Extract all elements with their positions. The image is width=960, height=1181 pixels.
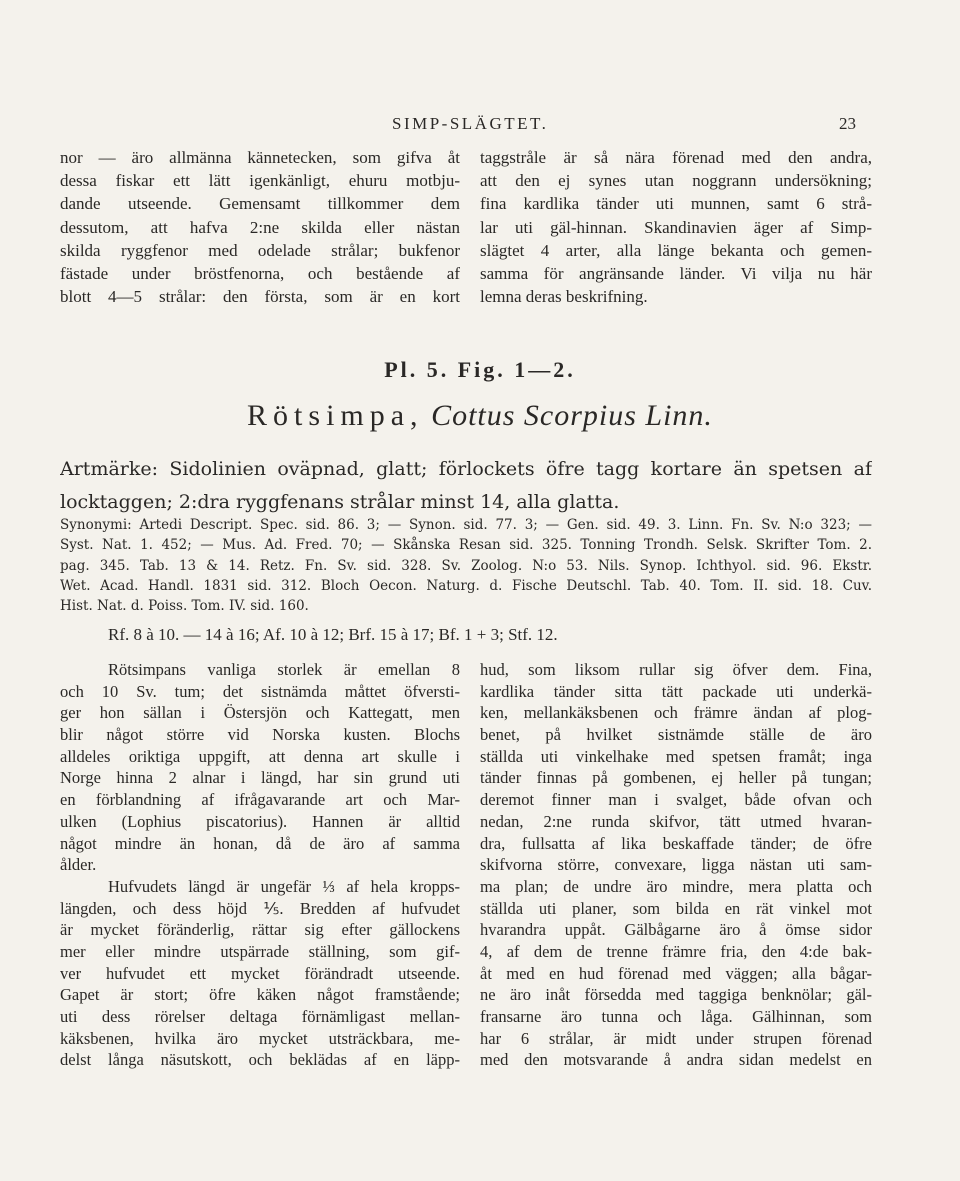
- text-line: Rötsimpans vanliga storlek är emellan 8: [108, 660, 460, 679]
- text-line: nor — äro allmänna kännetecken, som gifva åt: [60, 148, 460, 167]
- text-line: fransarne äro tunna och låga. Gälhinnan, som: [480, 1007, 872, 1026]
- text-line: mer eller mindre utspärrade ställning, som gif-: [60, 941, 460, 961]
- text-line: skifvorna större, convexare, ligga nästan uti sam-: [480, 855, 872, 875]
- fin-ray-formula: Rf. 8 à 10. — 14 à 16; Af. 10 à 12; Brf. 15 à 17; Bf. 1 + 3; Stf. 12.: [108, 625, 558, 644]
- text-line: kardlika tänder sitta tätt packade uti underkä-: [480, 681, 872, 701]
- text-line: ne äro inåt försedda med taggiga benknölar; gäl-: [480, 985, 872, 1005]
- text-line: ger hon sällan i Östersjön och Kattegatt, men: [60, 703, 460, 723]
- text-line: ma plan; de undre äro mindre, mera platta och: [480, 876, 872, 896]
- text-line: Hufvudets längd är ungefär ⅓ af hela kropps-: [108, 876, 460, 896]
- text-line: en förblandning af ifrågavarande art och Mar-: [60, 790, 460, 810]
- text-line: 4, af dem de trenne främre fria, den 4:de bak-: [480, 941, 872, 961]
- text-line: något mindre än honan, då de äro af samma: [60, 833, 460, 853]
- species-diagnosis: [60, 453, 872, 519]
- text-line: Synonymi: Artedi Descript. Spec. sid. 86. 3; — Synon. sid. 77. 3; — Gen. sid. 49. 3. Linn. Fn. Sv. N:o 323; —: [60, 517, 872, 533]
- text-line: dessutom, att hafva 2:ne skilda eller nästan: [60, 217, 460, 237]
- text-line: hud, som liksom rullar sig öfver dem. Fina,: [480, 660, 872, 679]
- text-line: Norge hinna 2 alnar i längd, har sin grund uti: [60, 768, 460, 788]
- body-left-column: [60, 659, 460, 1071]
- synonymy-block: [60, 515, 872, 616]
- page-number: 23: [839, 114, 856, 133]
- text-line: hvarandra uppåt. Gälbågarne äro å ömse sidor: [480, 920, 872, 940]
- text-line: nedan, 2:ne runda skifvor, tätt utmed hvaran-: [480, 811, 872, 831]
- intro-left-column: [60, 146, 460, 308]
- text-line: fina kardlika tänder uti munnen, samt 6 strå-: [480, 194, 872, 214]
- text-line: käksbenen, hvilka äro mycket utsträckbara, me-: [60, 1028, 460, 1048]
- text-line: delst långa näsutskott, och beklädas af en läpp-: [60, 1050, 460, 1070]
- text-line: dessa fiskar ett lätt igenkänligt, ehuru motbju-: [60, 171, 460, 191]
- text-line: att den ej synes utan noggrann undersökning;: [480, 171, 872, 191]
- text-line: ställda uti planer, som bilda en rät vinkel mot: [480, 898, 872, 918]
- text-line: locktaggen; 2:dra ryggfenans strålar minst 14, alla glatta.: [60, 491, 620, 513]
- text-line: Gapet är stort; öfre käken något framstående;: [60, 985, 460, 1005]
- text-line: tänder finnas på gombenen, ej heller på tungan;: [480, 768, 872, 788]
- text-line: slägtet 4 arter, alla länge bekanta och gemen-: [480, 240, 872, 260]
- running-title: SIMP-SLÄGTET.: [392, 114, 549, 133]
- text-line: ken, mellankäksbenen och främre ändan af plog-: [480, 703, 872, 723]
- species-vernacular-name: Rötsimpa,: [247, 399, 424, 432]
- species-heading: [0, 399, 960, 433]
- text-line: ulken (Lophius piscatorius). Hannen är alltid: [60, 811, 460, 831]
- text-line: dra, fullsatta af lika beskaffade tänder; de öfre: [480, 833, 872, 853]
- text-line: benet, på hvilket sistnämde ställe de äro: [480, 725, 872, 745]
- text-line: skilda ryggfenor med odelade strålar; bukfenor: [60, 240, 460, 260]
- text-line: fästade under bröstfenorna, och bestående af: [60, 263, 460, 283]
- text-line: blott 4—5 strålar: den första, som är en kort: [60, 287, 460, 307]
- text-line: Wet. Acad. Handl. 1831 sid. 312. Bloch Oecon. Naturg. d. Fische Deutschl. Tab. 40. Tom. II. sid. 18. Cuv.: [60, 577, 872, 594]
- text-line: deremot finner man i svalget, både ofvan och: [480, 790, 872, 810]
- text-line: åt med en hud förenad med väggen; alla bågar-: [480, 963, 872, 983]
- text-line: ålder.: [60, 855, 97, 875]
- text-line: dande utseende. Gemensamt tillkommer dem: [60, 194, 460, 214]
- running-head: [0, 114, 960, 138]
- text-line: samma för angränsande länder. Vi vilja nu här: [480, 263, 872, 283]
- text-line: Hist. Nat. d. Poiss. Tom. IV. sid. 160.: [60, 598, 309, 615]
- text-line: är mycket föränderlig, rättar sig efter gällockens: [60, 920, 460, 940]
- text-line: ver hufvudet ett mycket förändradt utseende.: [60, 963, 460, 983]
- text-line: taggstråle är så nära förenad med den andra,: [480, 148, 872, 167]
- text-line: längden, och dess höjd ⅕. Bredden af hufvudet: [60, 898, 460, 918]
- text-line: alldeles oriktiga uppgift, att denna art skulle i: [60, 746, 460, 766]
- species-latin-name: Cottus Scorpius Linn.: [431, 399, 713, 432]
- text-line: lemna deras beskrifning.: [480, 287, 648, 307]
- text-line: med den motsvarande å andra sidan medelst en: [480, 1050, 872, 1070]
- text-line: Artmärke: Sidolinien oväpnad, glatt; förlockets öfre tagg kortare än spetsen af: [60, 458, 872, 480]
- text-line: Syst. Nat. 1. 452; — Mus. Ad. Fred. 70; — Skånska Resan sid. 325. Tonning Trondh. Selsk. Skrifter Tom. 2.: [60, 537, 872, 554]
- plate-figure-heading: Pl. 5. Fig. 1—2.: [384, 357, 576, 382]
- text-line: pag. 345. Tab. 13 & 14. Retz. Fn. Sv. sid. 328. Sv. Zoolog. N:o 53. Nils. Synop. Ichthyol. sid. 96. Ekstr.: [60, 557, 872, 574]
- text-line: blir något större vid Norska kusten. Blochs: [60, 725, 460, 745]
- text-line: ställda uti vinkelhake med spetsen framåt; inga: [480, 746, 872, 766]
- text-line: och 10 Sv. tum; det sistnämda måttet öfversti-: [60, 681, 460, 701]
- text-line: uti dess rörelser deltaga förnämligast mellan-: [60, 1007, 460, 1026]
- text-line: har 6 strålar, är midt under strupen förenad: [480, 1028, 872, 1048]
- intro-right-column: [480, 146, 872, 308]
- body-right-column: [480, 659, 872, 1071]
- text-line: lar uti gäl-hinnan. Skandinavien äger af Simp-: [480, 217, 872, 237]
